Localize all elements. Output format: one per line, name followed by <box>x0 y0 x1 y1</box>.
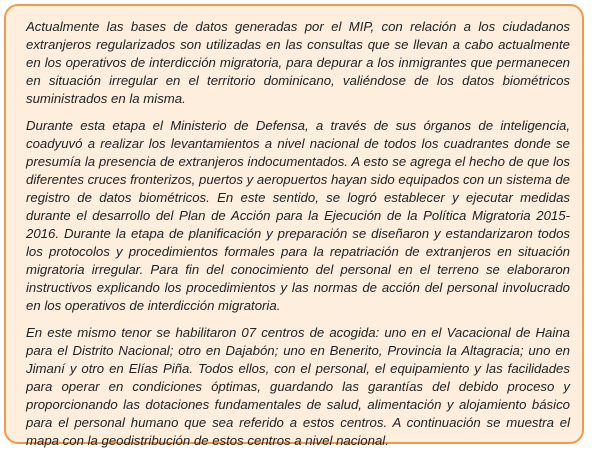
highlight-text-box <box>4 4 584 448</box>
paragraph-ministry-defense: Durante esta etapa el Ministerio de Defensa, a través de sus órganos de inteligencia, coadyuvó a realizar los levantamientos a nivel nacional de todos los cuadrantes donde se presumía la presencia de extranjeros indocumentados. A esto se agrega el hecho de que los diferentes cruces fronterizos, puertos y aeropuertos hayan sido equipados con un sistema de registro de datos biométricos. En este sentido, se logró establecer y ejecutar medidas durante el desarrollo del Plan de Acción para la Ejecución de la Política Migratoria 2015-2016. Durante la etapa de planificación y preparación se diseñaron y estandarizaron todos los protocolos y procedimientos formales para la repatriación de extranjeros en situación migratoria irregular. Para fin del conocimiento del personal en el terreno se elaboraron instructivos explicando los procedimientos y las normas de acción del personal involucrado en los operativos de interdicción migratoria. <box>26 118 570 313</box>
paragraph-reception-centers: En este mismo tenor se habilitaron 07 centros de acogida: uno en el Vacacional de Haina para el Distrito Nacional; otro en Dajabón; uno en Benerito, Provincia la Altagracia; uno en Jimaní y otro en Elías Piña. Todos ellos, con el personal, el equipamiento y las facilidades para operar en condiciones óptimas, guardando las garantías del debido proceso y proporcionando las dotaciones fundamentales de salud, alimentación y alojamiento básico para el personal humano que sea referido a estos centros. A continuación se muestra el mapa con la geodistribución de estos centros a nivel nacional. <box>26 325 570 448</box>
paragraph-mip-databases: Actualmente las bases de datos generadas por el MIP, con relación a los ciudadanos extranjeros regularizados son utilizadas en las consultas que se llevan a cabo actualmente en los operativos de interdicción migratoria, para depurar a los inmigrantes que permanecen en situación irregular en el territorio dominicano, valiéndose de los datos biométricos suministrados en la misma. <box>26 19 570 106</box>
